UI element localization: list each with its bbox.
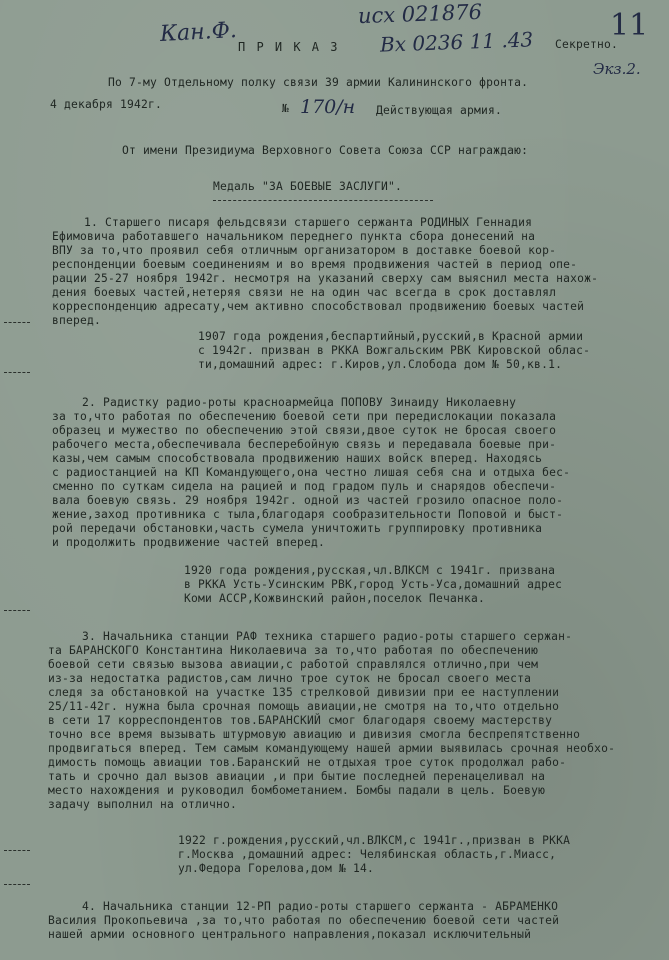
handwritten-top-left: Кан.Ф. [159, 18, 238, 47]
entry-line: Василия Прокопьевича ,за то,что работая по обеспечению боевой сети частей [48, 914, 560, 927]
entry-line: вала боевую связь. 29 ноября 1942г. одной из частей грозило опасное поло- [52, 494, 564, 507]
bio-line: 1907 года рождения,беспартийный,русский,в Красной армии [198, 330, 584, 343]
entry-line: с радиостанцией на КП Командующего,она честно лишая себя сна и отдыха бес- [52, 466, 571, 479]
handwritten-outgoing-number: исх 021876 [357, 0, 483, 29]
entry-line: казы,чем самым способствовала продвижению наших войск вперед. Находясь [52, 452, 543, 465]
entry-line: в сети 17 корреспондентов тов.БАРАНСКИЙ смог благодаря своему мастерству [48, 714, 553, 727]
army-field-line: Действующая армия. [376, 104, 503, 117]
handwritten-registration: Вх 0236 11 .43 [379, 27, 534, 57]
entry-line: жение,заход противника с тыла,благодаря сообразительности Поповой и быст- [52, 508, 564, 521]
entry-line: нашей армии основного центрального направления,показал исключительный [48, 928, 532, 941]
order-title: П Р И К А З [238, 40, 340, 54]
entry-line: продвигаться вперед. Тем самым командующему нашей армии выявилась срочная необхо- [48, 742, 616, 755]
entry-line: димость помощь авиации тов.Баранский не отдыхая трое суток продолжал рабо- [48, 756, 567, 769]
entry-line: 1. Старшего писаря фельдсвязи старшего сержанта РОДИНЫХ Геннадия [84, 216, 533, 229]
entry-line: задачу выполнил на отлично. [48, 798, 238, 811]
margin-dash [4, 322, 30, 323]
bio-line: Коми АССР,Кожвинский район,поселок Печанка. [184, 592, 486, 605]
entry-line: корреспонденцию адресату,чем активно способствовал продвижению боевых частей [52, 300, 585, 313]
entry-line: следя за обстановкой на участке 135 стрелковой дивизии при ее наступлении [48, 686, 560, 699]
margin-dash [4, 884, 30, 885]
entry-line: рации 25-27 ноября 1942г. несмотря на указаний сверху сам выяснил места нахож- [52, 272, 599, 285]
entry-line: сменно по суткам сидела на рацией и под градом пуль и снарядов обеспечи- [52, 480, 557, 493]
entry-line: Ефимовича работавшего начальником переднего пункта сбора донесений на [52, 230, 536, 243]
entry-line: дения боевых частей,нетеряя связи не на один час всегда в срок доставлял [52, 286, 557, 299]
medal-underline [213, 200, 433, 201]
entry-line: место нахождения и руководил бомбометанием. Бомбы падали в цель. Боевую [48, 784, 546, 797]
entry-line: тать и срочно дал вызов авиации ,и при бытие последней перенацеливал на [48, 770, 546, 783]
entry-line: боевой сети связью вызова авиации,с работой справлялся отлично,при чем [48, 658, 539, 671]
bio-line: в РККА Усть-Усинским РВК,город Усть-Уса,домашний адрес [184, 578, 563, 591]
handwritten-copy-mark: Экз.2. [593, 60, 641, 78]
entry-line: 4. Начальника станции 12-РП радио-роты старшего сержанта - АБРАМЕНКО [82, 900, 559, 913]
entry-line: респонденции боевым соединениям и во время продвижения частей в период опе- [52, 258, 578, 271]
entry-line: за то,что работая по обеспечению боевой сети при передислокации показала [52, 410, 557, 423]
entry-line: рабочего места,обеспечивала бесперебойную связь и передавала боевые при- [52, 438, 557, 451]
secrecy-mark: Секретно. [555, 38, 619, 51]
entry-line: образец и мужество по обеспечению этой связи,двое суток не бросая своего [52, 424, 557, 437]
bio-line: 1922 г.рождения,русский,чл.ВЛКСМ,с 1941г.,призван в РККА [178, 834, 571, 847]
preamble: От имени Президиума Верховного Совета Союза ССР награждаю: [122, 144, 529, 157]
entry-line: и продолжить продвижение частей вперед. [52, 536, 326, 549]
margin-dash [4, 610, 30, 611]
entry-line: та БАРАНСКОГО Константина Николаевича за то,что работая по обеспечению [48, 644, 539, 657]
margin-dash [4, 372, 30, 373]
entry-line: ВПУ за то,что проявил себя отличным организатором в доставке боевой кор- [52, 244, 557, 257]
margin-dash [4, 850, 30, 851]
unit-line: По 7-му Отдельному полку связи 39 армии Калининского фронта. [108, 76, 529, 89]
entry-line: 3. Начальника станции РАФ техника старшего радио-роты старшего сержан- [82, 630, 573, 643]
bio-line: ти,домашний адрес: г.Киров,ул.Слобода дом № 50,кв.1. [198, 358, 563, 371]
entry-line: 2. Радистку радио-роты красноармейца ПОПОВУ Зинаиду Николаевну [82, 396, 517, 409]
order-date: 4 декабря 1942г. [50, 98, 163, 111]
bio-line: с 1942г. призван в РККА Вожгальским РВК Кировской облас- [198, 344, 591, 357]
bio-line: г.Москва ,домашний адрес: Челябинская область,г.Миасс, [178, 848, 557, 861]
order-number-prefix: № [282, 102, 290, 115]
handwritten-page-number: 11 [610, 8, 649, 43]
bio-line: 1920 года рождения,русская,чл.ВЛКСМ с 1941г. призвана [184, 564, 556, 577]
medal-title: Медаль "ЗА БОЕВЫЕ ЗАСЛУГИ". [213, 180, 403, 193]
entry-line: рой передачи обстановки,часть сумела уничтожить группировку противника [52, 522, 543, 535]
entry-line: точно все время вызывать штурмовую авиацию и дивизия смогла беспрепятственно [48, 728, 581, 741]
bio-line: ул.Федора Горелова,дом № 14. [178, 862, 375, 875]
entry-line: 25/11-42г. нужна была срочная помощь авиации,не смотря на то,что отдельно [48, 700, 560, 713]
entry-line: из-за недостатка радистов,сам лично трое суток не бросал своего места [48, 672, 532, 685]
entry-line: вперед. [52, 314, 102, 327]
handwritten-order-number: 170/н [300, 96, 356, 118]
